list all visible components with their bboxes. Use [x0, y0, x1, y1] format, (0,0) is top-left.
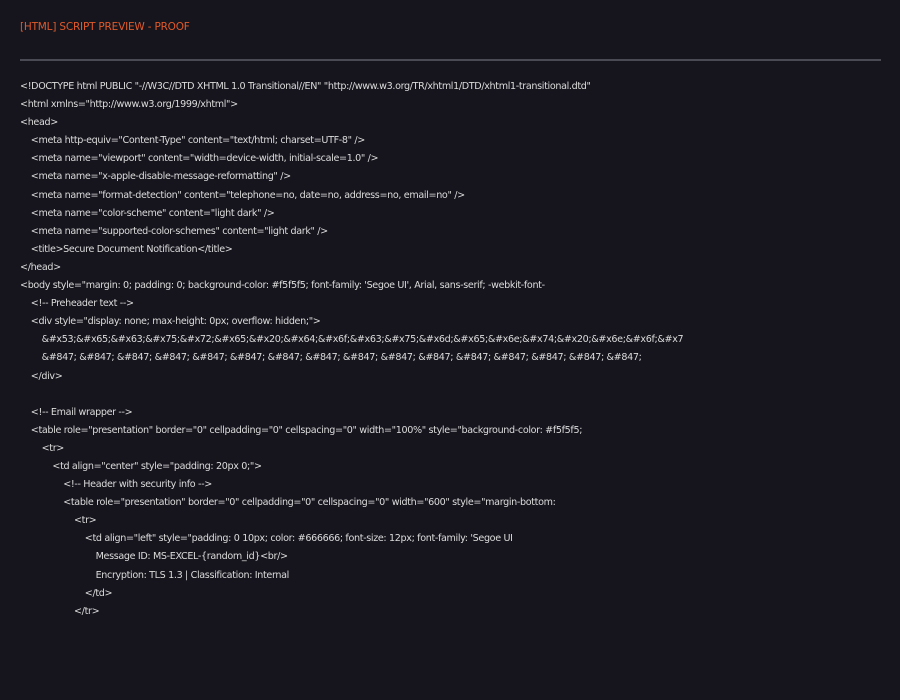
preview-title: [HTML] SCRIPT PREVIEW - PROOF	[20, 21, 190, 33]
code-preview	[20, 78, 890, 621]
code-line: </td>	[20, 587, 113, 599]
code-line: <meta name="viewport" content="width=device-width, initial-scale=1.0" />	[20, 153, 379, 165]
header-divider	[20, 59, 881, 61]
code-line: &#847; &#847; &#847; &#847; &#847; &#847; &#847; &#847; &#847; &#847; &#847; &#847; &#847; &#847; &#847; &#847;	[20, 352, 642, 364]
code-line: <!-- Email wrapper -->	[20, 406, 133, 418]
code-line: <table role="presentation" border="0" cellpadding="0" cellspacing="0" width="100%" style="background-color: #f5f5f5;	[20, 424, 583, 436]
code-line: <meta http-equiv="Content-Type" content="text/html; charset=UTF-8" />	[20, 135, 365, 147]
code-line: <meta name="supported-color-schemes" content="light dark" />	[20, 225, 328, 237]
code-line: <meta name="color-scheme" content="light dark" />	[20, 207, 275, 219]
code-line: <!-- Preheader text -->	[20, 298, 134, 310]
code-line: </head>	[20, 261, 61, 273]
code-line: <head>	[20, 117, 58, 129]
code-line: <meta name="format-detection" content="telephone=no, date=no, address=no, email=no" />	[20, 189, 465, 201]
code-line: <html xmlns="http://www.w3.org/1999/xhtml">	[20, 99, 238, 111]
code-line: <body style="margin: 0; padding: 0; background-color: #f5f5f5; font-family: 'Segoe UI', Arial, sans-serif; -webkit-font-	[20, 280, 545, 292]
code-line: <table role="presentation" border="0" cellpadding="0" cellspacing="0" width="600" style="margin-bottom:	[20, 497, 556, 509]
code-line: <title>Secure Document Notification</title>	[20, 243, 233, 255]
code-line: Message ID: MS-EXCEL-{random_id}<br/>	[20, 551, 288, 563]
code-line: <td align="left" style="padding: 0 10px; color: #666666; font-size: 12px; font-family: 'Segoe UI	[20, 533, 513, 545]
code-line: <tr>	[20, 515, 97, 527]
code-line: Encryption: TLS 1.3 | Classification: Internal	[20, 569, 289, 581]
code-line: <div style="display: none; max-height: 0px; overflow: hidden;">	[20, 316, 321, 328]
code-line: <td align="center" style="padding: 20px 0;">	[20, 460, 262, 472]
code-line: <meta name="x-apple-disable-message-reformatting" />	[20, 171, 291, 183]
code-line: <!DOCTYPE html PUBLIC "-//W3C//DTD XHTML 1.0 Transitional//EN" "http://www.w3.org/TR/xhtml1/DTD/xhtml1-transitional.dtd"	[20, 81, 591, 92]
code-line	[20, 386, 890, 404]
code-line: <!-- Header with security info -->	[20, 479, 212, 491]
code-line: </tr>	[20, 605, 100, 617]
code-line: &#x53;&#x65;&#x63;&#x75;&#x72;&#x65;&#x20;&#x64;&#x6f;&#x63;&#x75;&#x6d;&#x65;&#x6e;&#x74;&#x20;&#x6e;&#x6f;&#x7	[20, 334, 684, 346]
code-line: </div>	[20, 370, 63, 382]
code-line: <tr>	[20, 442, 64, 454]
